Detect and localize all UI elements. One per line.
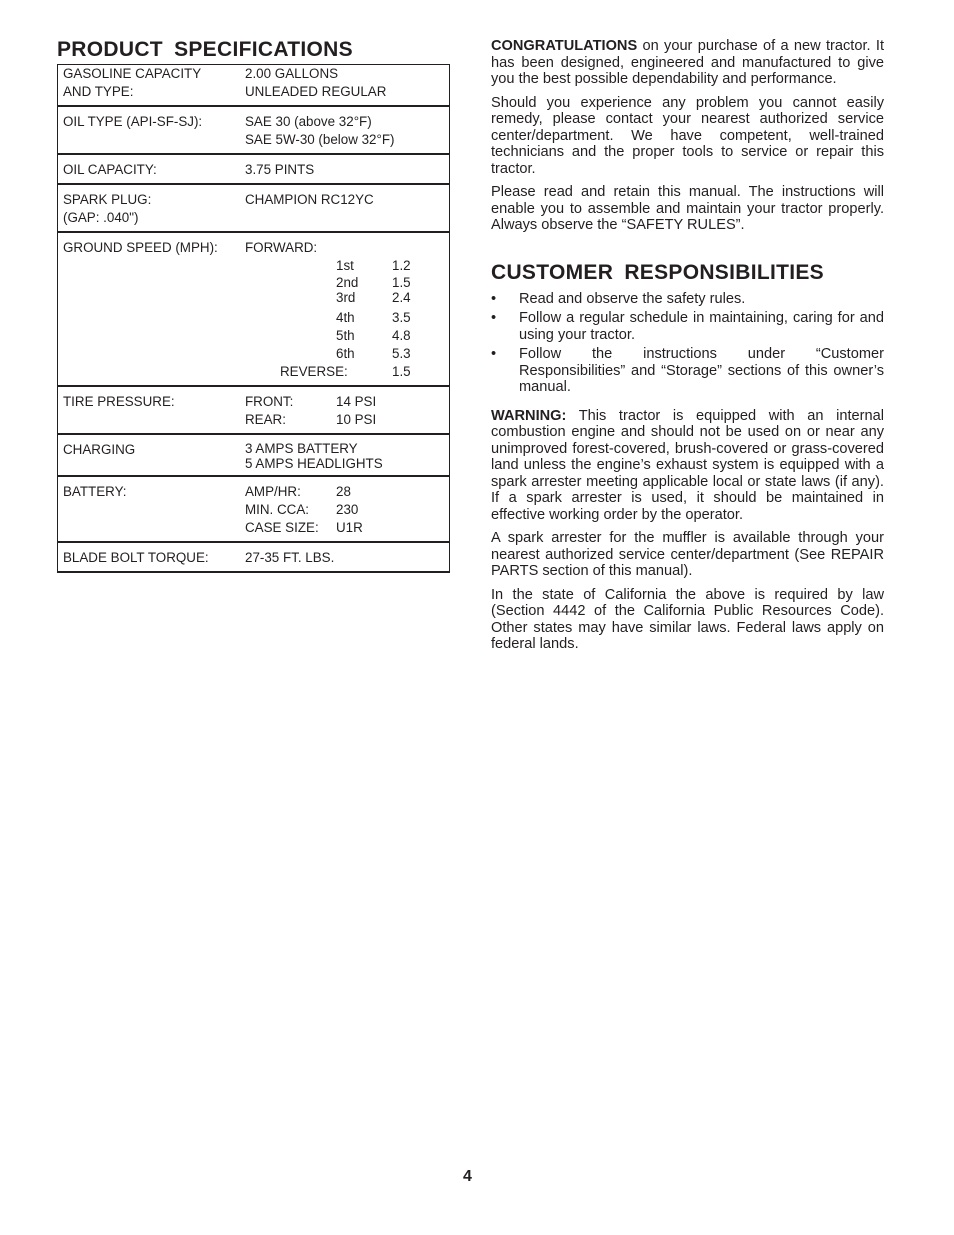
gear-name: 3rd — [336, 290, 356, 305]
spark-plug-label: SPARK PLUG: — [63, 192, 152, 207]
case-value: U1R — [336, 520, 363, 535]
oil-type-label: OIL TYPE (API-SF-SJ): — [58, 106, 246, 154]
front-pressure-row — [245, 393, 449, 411]
specifications-section — [57, 36, 450, 573]
problem-paragraph: Should you experience any problem you cannot easily remedy, please contact your nearest authorized service center/department. We have competent, well-trained technicians and the proper tools to service or repair this tractor. — [491, 94, 884, 177]
amp-row — [245, 483, 449, 501]
oil-type-value-2: SAE 5W-30 (below 32°F) — [245, 132, 395, 147]
gear-speed: 5.3 — [392, 346, 411, 361]
oil-type-value-1: SAE 30 (above 32°F) — [245, 114, 372, 129]
rear-value: 10 PSI — [336, 412, 377, 427]
gear-speed: 4.8 — [392, 328, 411, 343]
responsibilities-title: CUSTOMER RESPONSIBILITIES — [491, 260, 824, 284]
amp-value: 28 — [336, 484, 351, 499]
gear-speed: 3.5 — [392, 310, 411, 325]
warning-paragraph — [491, 408, 884, 524]
cca-value: 230 — [336, 502, 359, 517]
reverse-speed: 1.5 — [392, 364, 411, 379]
california-law-paragraph: In the state of California the above is required by law (Section 4442 of the California Public Resources Code). Other states may have similar laws. Federal laws apply on federal lands. — [491, 586, 884, 652]
congratulations-text: on your purchase of a new tractor. It has been designed, engineered and manufactured to give you the best possible dependability and performance. — [491, 38, 884, 87]
gear-row — [245, 290, 449, 305]
bullet: • — [491, 310, 497, 326]
gear-speed: 1.5 — [392, 275, 411, 290]
spec-row-ground-speed — [58, 232, 450, 386]
reverse-label: REVERSE: — [280, 364, 348, 379]
page-number: 4 — [463, 1168, 472, 1185]
oil-capacity-value: 3.75 PINTS — [245, 154, 450, 184]
blade-value: 27-35 FT. LBS. — [245, 542, 450, 572]
gear-row — [245, 309, 449, 327]
gear-name: 2nd — [336, 275, 359, 290]
warning-text: This tractor is equipped with an internal combustion engine and should not be used on or near any unimproved forest-covered, brush-covered or grass-covered land unless the engine’s exhaust system is equipped with a spark arrester meeting applicable local or state laws (if any). If a spark arrester is used, it should be maintained in effective working order by the operator. — [491, 407, 884, 523]
gear-name: 4th — [336, 310, 355, 325]
responsibilities-list — [491, 291, 884, 396]
blade-label: BLADE BOLT TORQUE: — [58, 542, 246, 572]
list-item-text: Follow the instructions under “Customer Responsibilities” and “Storage” sections of this owner’s manual. — [519, 346, 884, 395]
warning-label: WARNING: — [491, 407, 567, 424]
cca-row — [245, 501, 449, 519]
ground-speed-label: GROUND SPEED (MPH): — [58, 232, 246, 386]
list-item — [491, 291, 884, 308]
charging-headlights-value: 5 AMPS HEADLIGHTS — [245, 456, 383, 471]
gear-name: 1st — [336, 258, 354, 273]
gasoline-label-2: AND TYPE: — [63, 84, 134, 99]
specifications-title: PRODUCT SPECIFICATIONS — [57, 38, 353, 61]
gasoline-value: 2.00 GALLONS — [245, 66, 339, 81]
reverse-row — [245, 363, 449, 381]
specifications-table — [57, 64, 450, 573]
list-item — [491, 310, 884, 343]
gear-row — [245, 327, 449, 345]
congratulations-heading: CONGRATULATIONS — [491, 38, 638, 54]
intro-section — [491, 38, 884, 660]
gear-speed: 1.2 — [392, 258, 411, 273]
congratulations-paragraph — [491, 38, 884, 88]
case-row — [245, 519, 449, 537]
bullet: • — [491, 346, 497, 362]
gasoline-label: GASOLINE CAPACITY — [63, 66, 202, 81]
gear-speed: 2.4 — [392, 290, 411, 305]
gear-row — [245, 345, 449, 363]
spec-row-battery — [58, 476, 450, 542]
gasoline-type-value: UNLEADED REGULAR — [245, 84, 387, 99]
spark-plug-gap: (GAP: .040") — [63, 210, 139, 225]
front-label: FRONT: — [245, 394, 294, 409]
spec-row-blade — [58, 542, 450, 572]
spec-row-charging — [58, 434, 450, 476]
gear-name: 6th — [336, 346, 355, 361]
list-item-text: Follow a regular schedule in maintaining, caring for and using your tractor. — [519, 310, 884, 343]
spec-row-tire-pressure — [58, 386, 450, 434]
spec-row-oil-capacity — [58, 154, 450, 184]
gear-name: 5th — [336, 328, 355, 343]
gear-row — [245, 257, 449, 275]
tire-pressure-label: TIRE PRESSURE: — [58, 386, 246, 434]
forward-label: FORWARD: — [245, 240, 318, 255]
gear-row — [245, 275, 449, 290]
amp-label: AMP/HR: — [245, 484, 301, 499]
oil-capacity-label: OIL CAPACITY: — [58, 154, 246, 184]
front-value: 14 PSI — [336, 394, 377, 409]
cca-label: MIN. CCA: — [245, 502, 309, 517]
spec-row-oil-type — [58, 106, 450, 154]
spec-row-gasoline — [58, 65, 450, 107]
spark-plug-value: CHAMPION RC12YC — [245, 184, 450, 232]
list-item — [491, 346, 884, 396]
rear-label: REAR: — [245, 412, 286, 427]
spark-arrester-paragraph: A spark arrester for the muffler is available through your nearest authorized service center/department (See REPAIR PARTS section of this manual). — [491, 530, 884, 579]
battery-label: BATTERY: — [58, 476, 246, 542]
rear-pressure-row — [245, 411, 449, 429]
spec-row-spark-plug — [58, 184, 450, 232]
charging-label: CHARGING — [58, 434, 246, 476]
charging-battery-value: 3 AMPS BATTERY — [245, 441, 358, 456]
case-label: CASE SIZE: — [245, 520, 319, 535]
list-item-text: Read and observe the safety rules. — [519, 290, 746, 307]
bullet: • — [491, 290, 497, 307]
retain-manual-paragraph: Please read and retain this manual. The instructions will enable you to assemble and maintain your tractor properly. Always observe the “SAFETY RULES”. — [491, 184, 884, 233]
